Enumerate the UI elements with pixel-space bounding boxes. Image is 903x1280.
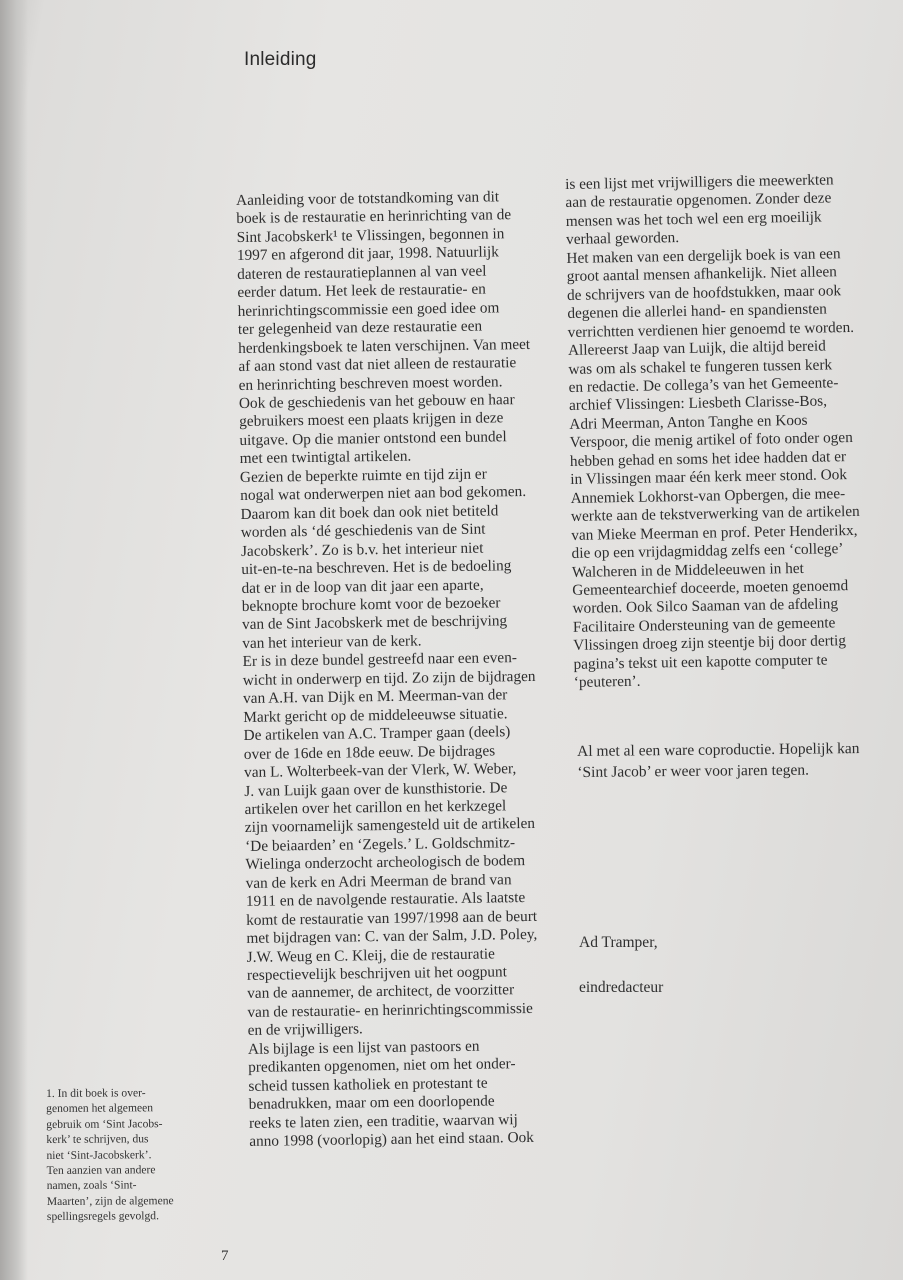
text-line: De artikelen van A.C. Tramper gaan (deels): [243, 723, 511, 745]
text-line: Daarom kan dit boek dan ook niet betiteld: [240, 502, 499, 523]
text-line: boek is de restauratie en herinrichting van de: [236, 206, 512, 228]
page-title: Inleiding: [244, 48, 317, 70]
text-line: worden. Ook Silco Saaman van de afdeling: [572, 595, 839, 618]
footnote-line: gebruik om ‘Sint Jacobs-: [46, 1117, 163, 1131]
text-line: dat er in de loop van dit jaar een aparte,: [241, 576, 484, 597]
text-line: uitgave. Op die manier ontstond een bundel: [239, 428, 507, 449]
text-line: scheid tussen katholiek en protestant te: [248, 1074, 488, 1095]
text-line: hebben gehad en soms het idee hadden dat er: [569, 447, 847, 470]
text-line: Er is in deze bundel gestreefd naar een even-: [242, 649, 518, 671]
text-line: Adri Meerman, Anton Tanghe en Koos: [569, 411, 808, 433]
text-line: en de vrijwilligers.: [247, 1020, 363, 1040]
text-line: beknopte brochure komt voor de bezoeker: [241, 594, 501, 615]
text-line: mensen was het toch wel een erg moeilijk: [565, 208, 822, 230]
footnote-line: kerk’ te schrijven, dus: [46, 1132, 149, 1147]
text-line: is een lijst met vrijwilligers die meewerkten: [565, 171, 834, 193]
text-line: en redactie. De collega’s van het Gemeente-: [568, 374, 839, 396]
text-line: de schrijvers van de hoofdstukken, maar ook: [566, 281, 842, 304]
text-line: Markt gericht op de middeleeuwse situatie.: [243, 704, 508, 726]
text-line: Annemiek Lokhorst-van Opbergen, die mee-: [570, 484, 846, 507]
text-line: reeks te laten zien, een traditie, waarvan wij: [248, 1110, 518, 1132]
text-line: nogal wat onderwerpen niet aan bod gekomen.: [240, 483, 527, 505]
text-line: van het interieur van de kerk.: [242, 632, 422, 652]
text-line: J. van Luijk gaan over de kunsthistorie. De: [244, 778, 508, 800]
text-line: van de kerk en Adri Meerman de brand van: [245, 870, 512, 892]
text-line: pagina’s tekst uit een kapotte computer te: [573, 651, 828, 673]
text-line: respectievelijk beschrijven uit het oogpunt: [246, 963, 508, 984]
text-line: wicht in onderwerp en tijd. Zo zijn de bijdragen: [242, 667, 536, 689]
page-number: 7: [221, 1248, 229, 1264]
signature-role: eindredacteur: [579, 979, 664, 996]
footnote-line: 1. In dit boek is over-: [46, 1086, 146, 1100]
page-edge-shadow: [0, 0, 28, 1280]
text-line: in Vlissingen maar één kerk meer stond. Ook: [570, 466, 848, 489]
text-line: af aan stond vast dat niet alleen de restauratie: [238, 354, 517, 376]
text-line: van Mieke Meerman en prof. Peter Henderikx,: [571, 521, 858, 544]
closing-paragraph: [577, 739, 860, 783]
text-line: komt de restauratie van 1997/1998 aan de beurt: [246, 907, 538, 929]
text-line: gebruikers moest een plaats krijgen in deze: [239, 409, 504, 431]
text-line: verrichtten verdienen hier genoemd te worden.: [567, 318, 855, 341]
text-line: werkte aan de tekstverwerking van de artikelen: [570, 503, 860, 526]
signature-name: Ad Tramper,: [579, 934, 658, 951]
text-line: die op een vrijdagmiddag zelfs een ‘college’: [571, 540, 844, 563]
text-line: Vlissingen droeg zijn steentje bij door dertig: [573, 632, 847, 655]
text-line: met een twintigtal artikelen.: [239, 447, 412, 468]
right-text-column: [565, 171, 884, 693]
text-line: dateren de restauratieplannen al van veel: [237, 262, 487, 283]
text-line: benadrukken, maar om een doorlopende: [248, 1092, 495, 1114]
text-line: Walcheren in de Middeleeuwen in het: [571, 559, 804, 581]
text-line: Wielinga onderzocht archeologisch de bodem: [245, 852, 526, 874]
text-line: predikanten opgenomen, niet om het onder-: [248, 1055, 516, 1077]
text-line: archief Vlissingen: Liesbeth Clarisse-Bos,: [568, 392, 828, 415]
text-line: was om als schakel te fungeren tussen kerk: [568, 355, 833, 378]
text-line: zijn voornamelijk samengesteld uit de artikelen: [244, 815, 536, 837]
footnote-line: Ten aanzien van andere: [46, 1163, 156, 1178]
text-line: Als bijlage is een lijst van pastoors en: [247, 1037, 480, 1058]
footnote-line: spellingsregels gevolgd.: [46, 1209, 160, 1224]
text-line: ter gelegenheid van deze restauratie een: [237, 317, 483, 339]
text-line: van de restauratie- en herinrichtingscommissie: [247, 999, 533, 1021]
text-line: Ook de geschiedenis van het gebouw en haar: [238, 391, 515, 412]
text-line: van de aannemer, de architect, de voorzitter: [247, 981, 515, 1003]
footnote-line: niet ‘Sint-Jacobskerk’.: [46, 1147, 152, 1162]
text-line: van A.H. van Dijk en M. Meerman-van der: [242, 686, 508, 708]
text-line: 1911 en de navolgende restauratie. Als laatste: [245, 889, 526, 911]
text-line: ‘peuteren’.: [573, 672, 641, 692]
text-line: worden als ‘dé geschiedenis van de Sint: [240, 520, 486, 542]
text-line: groot aantal mensen afhankelijk. Niet alleen: [566, 263, 838, 286]
text-line: verhaal geworden.: [565, 229, 680, 249]
closing-line: Al met al een ware coproductie. Hopelijk kan: [577, 740, 860, 760]
text-line: degenen die allerlei hand- en spandiensten: [567, 300, 828, 323]
text-line: J.W. Weug en C. Kleij, die de restauratie: [246, 945, 495, 966]
text-line: eerder datum. Het leek de restauratie- en: [237, 280, 486, 302]
text-line: herinrichtingscommissie een goed idee om: [237, 299, 500, 320]
text-line: van L. Wolterbeek-van der Vlerk, W. Weber,: [243, 760, 517, 781]
text-line: aan de restauratie opgenomen. Zonder deze: [565, 189, 832, 212]
footnote-line: Maarten’, zijn de algemene: [46, 1193, 174, 1208]
text-line: en herinrichting beschreven moest worden.: [238, 372, 503, 394]
text-line: 1997 en afgerond dit jaar, 1998. Natuurlijk: [236, 243, 499, 265]
text-line: artikelen over het carillon en het kerkzegel: [244, 797, 507, 818]
text-line: Aanleiding voor de totstandkoming van dit: [236, 188, 500, 209]
text-line: Het maken van een dergelijk boek is van een: [566, 245, 841, 267]
text-line: ‘De beiaarden’ en ‘Zegels.’ L. Goldschmitz-: [245, 834, 516, 855]
text-line: Gezien de beperkte ruimte en tijd zijn er: [239, 465, 487, 486]
text-line: Sint Jacobskerk¹ te Vlissingen, begonnen in: [236, 225, 505, 246]
text-line: Allereerst Jaap van Luijk, die altijd bereid: [567, 337, 826, 360]
text-line: van de Sint Jacobskerk met de beschrijving: [241, 612, 508, 634]
text-line: Gemeentearchief doceerde, moeten genoemd: [572, 577, 849, 599]
footnote-line: namen, zoals ‘Sint-: [46, 1178, 137, 1193]
footnote-line: genomen het algemeen: [46, 1101, 154, 1116]
text-line: over de 16de en 18de eeuw. De bijdrages: [243, 742, 496, 763]
text-line: herdenkingsboek te laten verschijnen. Van meet: [238, 335, 531, 357]
text-line: Verspoor, die menig artikel of foto onder ogen: [569, 429, 853, 452]
text-line: met bijdragen van: C. van der Salm, J.D. Poley,: [246, 925, 538, 948]
closing-line: ‘Sint Jacob’ er weer voor jaren tegen.: [577, 761, 810, 781]
text-line: uit-en-te-na beschreven. Het is de bedoeling: [241, 557, 512, 579]
text-line: Jacobskerk’. Zo is b.v. het interieur niet: [240, 539, 484, 560]
text-line: anno 1998 (voorlopig) aan het eind staan. Ook: [249, 1129, 534, 1151]
left-text-column: [236, 188, 569, 1152]
footnote: [46, 1085, 207, 1225]
text-line: Facilitaire Ondersteuning van de gemeente: [572, 614, 836, 636]
